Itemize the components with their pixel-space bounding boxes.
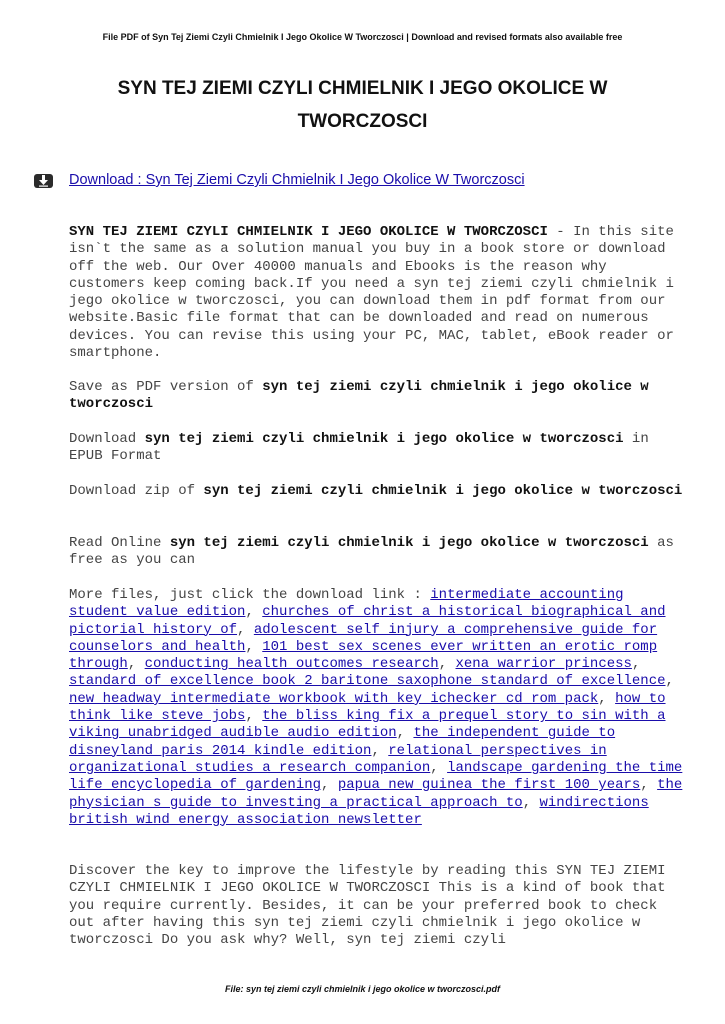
online-prefix: Read Online [69,535,170,551]
related-file-link[interactable]: xena warrior princess [455,656,632,673]
page-header: File PDF of Syn Tej Ziemi Czyli Chmielnik I Jego Okolice W Tworczosci | Download and revised formats also available free [102,32,623,42]
save-pdf-prefix: Save as PDF version of [69,379,263,395]
related-file-link[interactable]: the independent guide to disneyland paris 2014 kindle edition [69,725,616,759]
download-icon[interactable] [34,174,53,188]
related-file-link[interactable]: windirections british wind energy association newsletter [69,794,649,828]
intro-text: - In this site isn`t the same as a solution manual you buy in a book store or download off the web. Our Over 40000 manuals and Ebooks is the reason why customers keep coming back.If you need a syn tej ziemi czyli chmielnik i jego okolice w tworczosci, you can download them in pdf format from our website.Basic file format that can be downloaded and read on numerous devices. You can revise this using your PC, MAC, tablet, eBook reader or smartphone. [69,224,674,362]
zip-prefix: Download zip of [69,483,204,499]
epub-paragraph [69,431,689,466]
related-file-link[interactable]: the physician s guide to investing a practical approach to [69,777,683,811]
related-file-link[interactable]: the bliss king fix a prequel story to sin with a viking unabridged audible audio edition [69,708,666,742]
related-file-link[interactable]: conducting health outcomes research [144,656,439,673]
related-file-link[interactable]: landscape gardening the time life encyclopedia of gardening [69,759,683,794]
epub-suffix: in EPUB Format [69,431,649,465]
intro-paragraph [69,224,689,362]
zip-paragraph [69,483,689,500]
page-footer: File: syn tej ziemi czyli chmielnik i jego okolice w tworczosci.pdf [224,984,501,994]
related-file-link[interactable]: papua new guinea the first 100 years [337,777,641,794]
epub-title: syn tej ziemi czyli chmielnik i jego okolice w tworczosci [144,431,624,447]
more-files-prefix: More files, just click the download link : [69,587,431,603]
more-files-paragraph: More files, just click the download link : intermediate accounting student value edition, churches of christ a historical biographical and pictorial history of, adolescent self injury a comprehensive guide for counselors and health, 101 best sex scenes ever written an erotic romp through, conducting health outcomes research, xena warrior princess, standard of excellence book 2 baritone saxophone standard of excellence, new headway intermediate workbook with key ichecker cd rom pack, how to think like steve jobs, the bliss king fix a prequel story to sin with a viking unabridged audible audio edition, the independent guide to disneyland paris 2014 kindle edition, relational perspectives in organizational studies a research companion, landscape gardening the time life encyclopedia of gardening, papua new guinea the first 100 years, the physician s guide to investing a practical approach to, windirections british wind energy association newsletter [69,587,683,828]
related-file-link[interactable]: standard of excellence book 2 baritone saxophone standard of excellence [69,673,666,690]
online-suffix: as free as you can [69,535,674,569]
save-pdf-paragraph [69,379,689,414]
save-pdf-title: syn tej ziemi czyli chmielnik i jego okolice w tworczosci [69,379,649,413]
related-file-link[interactable]: relational perspectives in organizational studies a research companion [69,742,607,776]
related-file-link[interactable]: 101 best sex scenes ever written an erotic romp through [69,638,658,673]
related-file-link[interactable]: intermediate accounting student value edition [69,587,624,621]
epub-prefix: Download [69,431,145,447]
document-title: SYN TEJ ZIEMI CZYLI CHMIELNIK I JEGO OKOLICE W TWORCZOSCI [117,78,608,132]
online-title: syn tej ziemi czyli chmielnik i jego okolice w tworczosci [169,535,649,551]
related-file-link[interactable]: new headway intermediate workbook with key ichecker cd rom pack [69,690,599,707]
download-link[interactable]: Download : Syn Tej Ziemi Czyli Chmielnik I Jego Okolice W Tworczosci [69,172,525,188]
discover-paragraph: Discover the key to improve the lifestyle by reading this SYN TEJ ZIEMI CZYLI CHMIELNIK I JEGO OKOLICE W TWORCZOSCI This is a kind of book that you require currently. Besides, it can be your preferred book to check out after having this syn tej ziemi czyli chmielnik i jego okolice w tworczosci Do you ask why? Well, syn tej ziemi czyli [69,863,666,949]
related-file-link[interactable]: churches of christ a historical biographical and pictorial history of [69,604,666,638]
related-file-link[interactable]: adolescent self injury a comprehensive guide for counselors and health [69,621,658,655]
zip-title: syn tej ziemi czyli chmielnik i jego okolice w tworczosci [203,483,683,499]
related-file-link[interactable]: how to think like steve jobs [69,690,666,725]
read-online-paragraph [69,535,689,570]
intro-title: SYN TEJ ZIEMI CZYLI CHMIELNIK I JEGO OKOLICE W TWORCZOSCI [69,224,548,240]
